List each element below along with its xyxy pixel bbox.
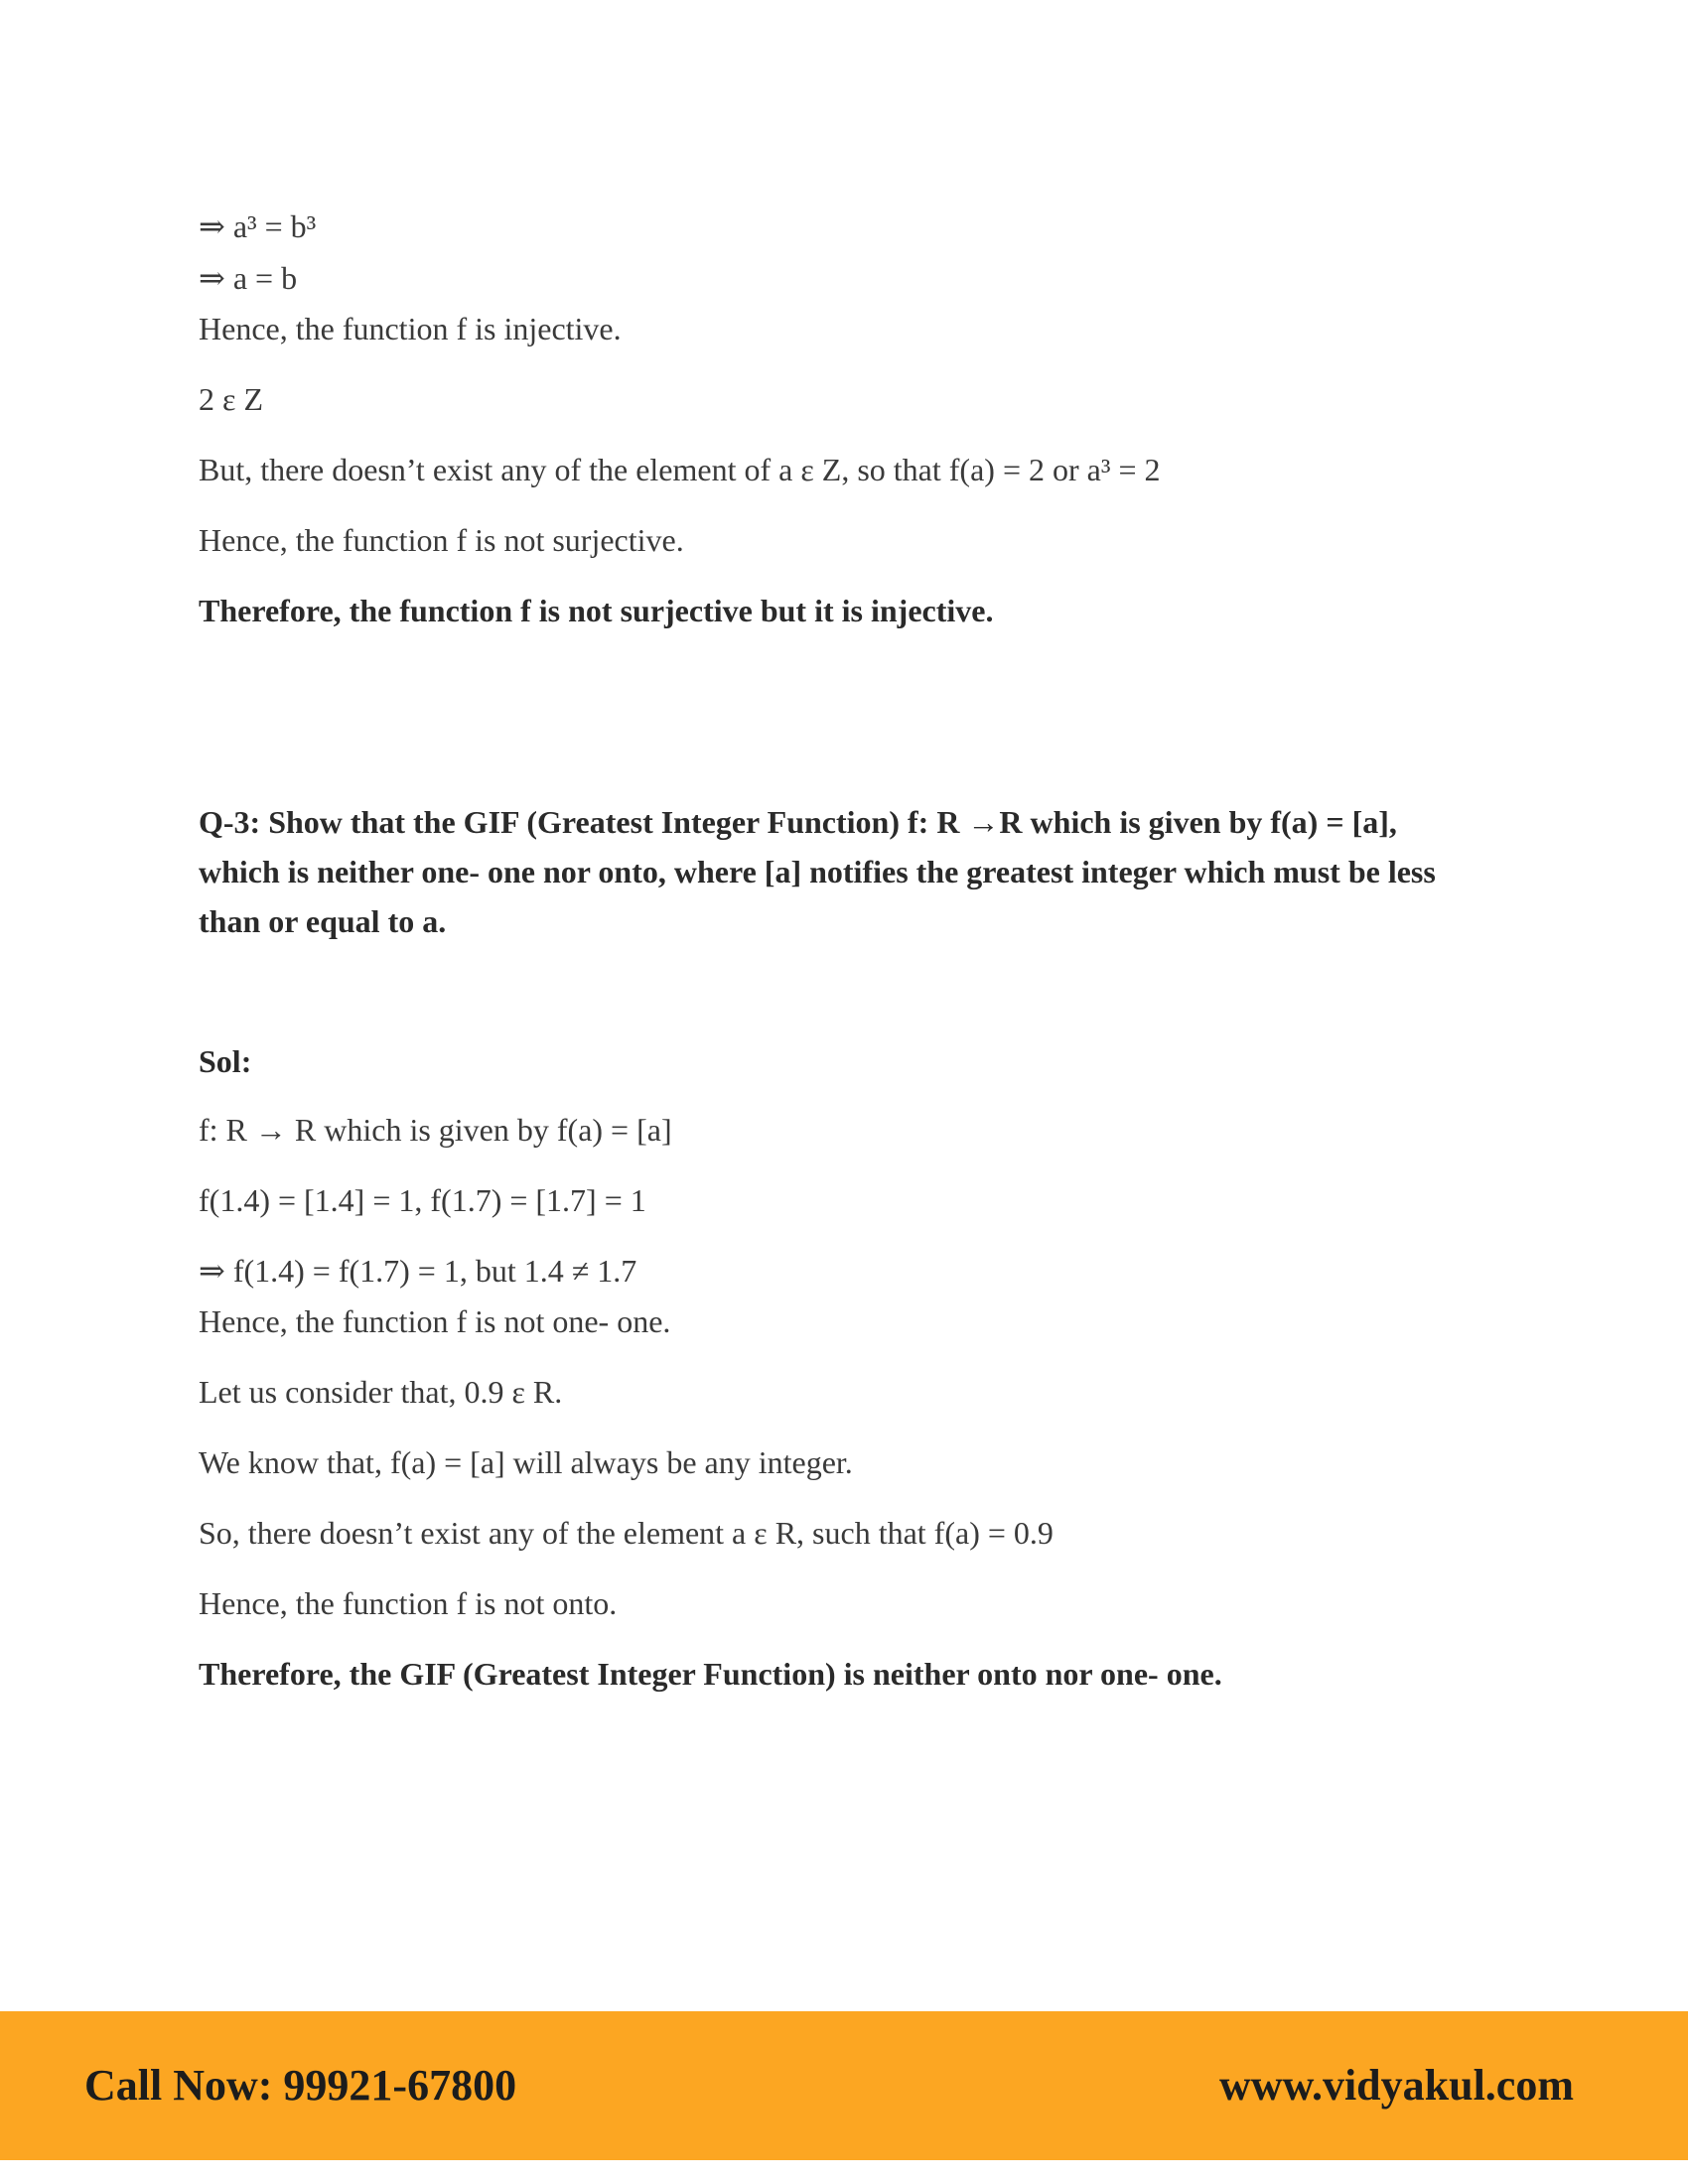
- element-statement: 2 ε Z: [199, 381, 263, 417]
- not-onto-statement: Hence, the function f is not onto.: [199, 1585, 618, 1621]
- not-one-one-statement: Hence, the function f is not one- one.: [199, 1303, 671, 1339]
- implies-line-a-equals-b: ⇒ a = b: [199, 260, 298, 296]
- call-now-text: Call Now: 99921-67800: [84, 2061, 517, 2110]
- injective-statement: Hence, the function f is injective.: [199, 311, 622, 346]
- function-definition: f: R → R which is given by f(a) = [a]: [199, 1112, 672, 1148]
- function-values: f(1.4) = [1.4] = 1, f(1.7) = [1.7] = 1: [199, 1182, 646, 1218]
- question-3: Q-3: Show that the GIF (Greatest Integer Function) f: R →R which is given by f(a) = [a], which is neither one- one nor onto, where [a] notifies the greatest integer which must be less than or equal to a.: [199, 804, 1436, 939]
- website-link[interactable]: www.vidyakul.com: [1219, 2061, 1574, 2110]
- implies-line-a-cubed: ⇒ a³ = b³: [199, 208, 317, 244]
- no-element-r-statement: So, there doesn’t exist any of the element a ε R, such that f(a) = 0.9: [199, 1515, 1054, 1551]
- conclusion-q3: Therefore, the GIF (Greatest Integer Function) is neither onto nor one- one.: [199, 1656, 1222, 1692]
- conclusion-q2: Therefore, the function f is not surjective but it is injective.: [199, 593, 994, 628]
- solution-heading: Sol:: [199, 1043, 252, 1079]
- implies-line-equal-values: ⇒ f(1.4) = f(1.7) = 1, but 1.4 ≠ 1.7: [199, 1253, 637, 1289]
- not-surjective-statement: Hence, the function f is not surjective.: [199, 522, 684, 558]
- integer-statement: We know that, f(a) = [a] will always be any integer.: [199, 1444, 853, 1480]
- consider-statement: Let us consider that, 0.9 ε R.: [199, 1374, 563, 1410]
- footer-banner: [0, 2011, 1688, 2160]
- no-element-statement: But, there doesn’t exist any of the element of a ε Z, so that f(a) = 2 or a³ = 2: [199, 452, 1161, 487]
